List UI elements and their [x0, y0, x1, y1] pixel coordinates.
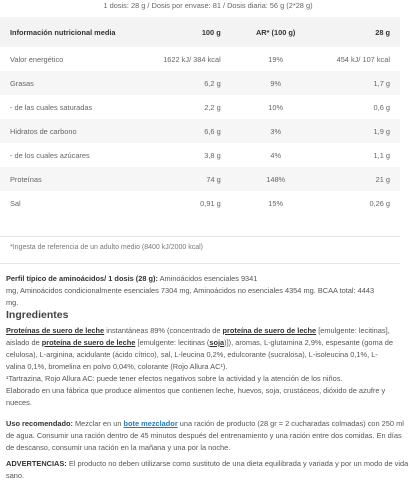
row-100g: 6,6 g — [149, 119, 230, 143]
warnings — [6, 458, 410, 482]
row-28g: 1,1 g — [373, 150, 390, 160]
ingredients-text — [6, 325, 410, 409]
ingredients-fragment: )]), aromas, L-glutamina 2,9%, espesante (goma de — [224, 338, 393, 347]
row-ar: 3% — [231, 119, 321, 143]
table-row — [0, 95, 400, 119]
shaker-link[interactable]: bote mezclador — [123, 419, 178, 428]
usage-label: Uso recomendado: — [6, 419, 73, 428]
row-100g: 2,2 g — [204, 102, 221, 112]
row-ar: 19% — [268, 54, 284, 64]
header-28g: 28 g — [321, 17, 400, 47]
header-nutrient: Información nutricional media — [0, 17, 149, 47]
ingredients-heading: Ingredientes — [6, 309, 69, 321]
allergen-soy: soja — [209, 338, 225, 347]
aminoacid-label: Perfil típico de aminoácidos/ 1 dosis (28 g): — [6, 274, 158, 283]
row-28g: 21 g — [321, 167, 400, 191]
serving-info: 1 dosis: 28 g / Dosis por envase: 81 / Dosis diaria: 56 g (2*28 g) — [103, 1, 313, 10]
aminoacid-profile — [6, 273, 410, 309]
table-row — [0, 143, 400, 167]
allergen-whey: proteína de suero de leche — [41, 338, 136, 347]
row-100g: 74 g — [149, 167, 230, 191]
table-row — [0, 71, 400, 95]
row-name: - de los cuales azúcares — [10, 150, 90, 160]
ingredients-line: valina 0,1%, bromelina en polvo 0,04%, colorante (Rojo Allura AC¹). — [6, 362, 228, 371]
factory-allergen-note: nueces. — [6, 398, 32, 407]
nutrition-table — [0, 17, 400, 215]
row-100g: 3,8 g — [204, 150, 221, 160]
divider — [0, 236, 400, 237]
row-name: - de las cuales saturadas — [10, 102, 93, 112]
row-name: Hidratos de carbono — [0, 119, 149, 143]
factory-allergen-note: Elaborado en una fábrica que produce alimentos que contienen leche, huevos, soja, crustáceos, dióxido de azufre y — [6, 386, 386, 395]
divider — [0, 263, 400, 264]
row-100g: 0,91 g — [200, 198, 221, 208]
allergen-whey: Proteínas de suero de leche — [6, 326, 105, 335]
row-28g: 1,9 g — [321, 119, 400, 143]
aminoacid-text-3: mg. — [6, 298, 19, 307]
row-ar: 9% — [231, 71, 321, 95]
ingredients-fragment: [emulgente: lecitinas ( — [135, 338, 210, 347]
usage-instructions — [6, 418, 410, 454]
row-ar: 4% — [270, 150, 282, 160]
allergen-whey: proteína de suero de leche — [222, 326, 317, 335]
usage-line: de descanso, consumir una ración en la mañana y una por la noche. — [6, 443, 231, 452]
table-row — [0, 167, 400, 191]
row-28g: 1,7 g — [321, 71, 400, 95]
row-ar: 15% — [268, 198, 284, 208]
row-28g: 0,6 g — [373, 102, 390, 112]
row-ar: 148% — [231, 167, 321, 191]
warnings-label: ADVERTENCIAS: — [6, 459, 67, 468]
colorant-warning: ¹Tartrazina, Rojo Allura AC: puede tener efectos negativos sobre la actividad y la atención de los niños. — [6, 374, 343, 383]
row-ar: 10% — [268, 102, 284, 112]
row-100g: 1622 kJ/ 384 kcal — [163, 54, 221, 64]
warnings-fragment: El producto no deben utilizarse como sustituto de una dieta equilibrada y variada y por un modo de vida — [66, 459, 409, 468]
ingredients-fragment: instantáneas 89% (concentrado de — [104, 326, 223, 335]
usage-line: de agua. Consumir una ración dentro de 45 minutos después del entrenamiento y una ración entre dos comidas. En días — [6, 431, 402, 440]
usage-fragment: una ración de producto (28 gr = 2 cucharadas colmadas) con 250 ml — [177, 419, 404, 428]
row-name: Sal — [10, 198, 21, 208]
table-row — [0, 191, 400, 215]
table-row — [0, 47, 400, 71]
reference-intake-footnote: *Ingesta de referencia de un adulto medio (8400 kJ/2000 kcal) — [10, 244, 204, 251]
usage-fragment: Mezclar en un — [72, 419, 124, 428]
header-100g: 100 g — [149, 17, 230, 47]
aminoacid-text-1: Aminoácidos esenciales 9341 — [157, 274, 258, 283]
row-name: Proteínas — [0, 167, 149, 191]
row-28g: 0,26 g — [369, 198, 390, 208]
row-28g: 454 kJ/ 107 kcal — [336, 54, 390, 64]
header-ar: AR* (100 g) — [231, 17, 321, 47]
nutrition-header-row — [0, 17, 400, 47]
ingredients-fragment: aislado de — [6, 338, 42, 347]
aminoacid-text-2: mg, Aminoácidos condicionalmente esenciales 7304 mg, Aminoácidos no esenciales 4354 mg. BCAA total: 4443 — [6, 286, 375, 295]
ingredients-line: celulosa), L-arginina, acidulante (ácido cítrico), sal, L-leucina 0,2%, edulcorante (sucralosa), L-isoleucina 0,1%, L- — [6, 350, 378, 359]
table-row — [0, 119, 400, 143]
row-name: Grasas — [0, 71, 149, 95]
row-name: Valor energético — [10, 54, 64, 64]
row-100g: 6,2 g — [149, 71, 230, 95]
warnings-line: sano. — [6, 471, 25, 480]
ingredients-fragment: [emulgente: lecitinas], — [316, 326, 390, 335]
